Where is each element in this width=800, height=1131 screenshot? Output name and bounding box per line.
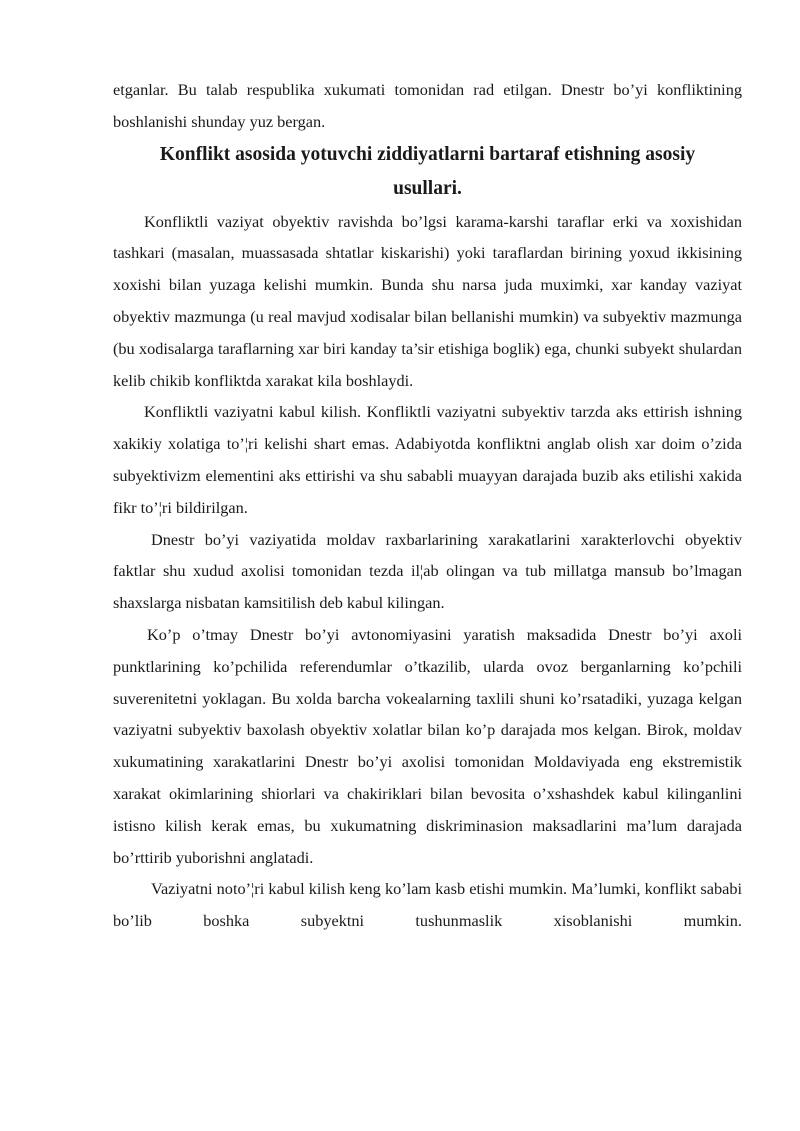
paragraph-conflict-situation: Konfliktli vaziyat obyektiv ravishda bo’lgsi karama-karshi taraflar erki va xoxishidan tashkari (masalan, muassasada shtatlar kiskarishi) yoki taraflardan birining yoxud ikkisining xoxishi bilan yuzaga kelishi mumkin. Bunda shu narsa juda muximki, xar kanday vaziyat obyektiv mazmunga (u real mavjud xodisalar bilan bellanishi mumkin) va subyektiv mazmunga (bu xodisalarga taraflarning xar biri kanday ta’sir etishiga boglik) ega, chunki subyekt shulardan kelib chikib konfliktda xarakat kila boshlaydi.	[113, 211, 742, 390]
intro-paragraph: etganlar. Bu talab respublika xukumati tomonidan rad etilgan. Dnestr bo’yi konfliktining boshlanishi shunday yuz bergan.	[113, 80, 742, 131]
paragraph-dnestr-facts: Dnestr bo’yi vaziyatida moldav raxbarlarining xarakatlarini xarakterlovchi obyektiv faktlar shu xudud axolisi tomonidan tezda il¦ab olingan va tub millatga mansub bo’lmagan shaxslarga nisbatan kamsitilish deb kabul kilingan.	[113, 529, 742, 613]
section-heading: Konflikt asosida yotuvchi ziddiyatlarni bartaraf etishning asosiy usullari.	[159, 143, 696, 199]
document-page	[113, 74, 742, 937]
paragraph-perception: Konfliktli vaziyatni kabul kilish. Konfliktli vaziyatni subyektiv tarzda aks ettirish ishning xakikiy xolatiga to’¦ri kelishi shart emas. Adabiyotda konfliktni anglab olish xar doim o’zida subyektivizm elementini aks ettirishi va shu sababli muayyan darajada buzib aks etilishi xakida fikr to’¦ri bildirilgan.	[113, 402, 742, 517]
paragraph-misperception: Vaziyatni noto’¦ri kabul kilish keng ko’lam kasb etishi mumkin. Ma’lumki, konflikt sababi bo’lib boshka subyektni tushunmaslik xisoblanishi mumkin.	[113, 879, 742, 931]
paragraph-referendum: Ko’p o’tmay Dnestr bo’yi avtonomiyasini yaratish maksadida Dnestr bo’yi axoli punktlarining ko’pchilida referendumlar o’tkazilib, ularda ovoz berganlarning ko’pchili suverenitetni yoklagan. Bu xolda barcha vokealarning taxlili shuni ko’rsatadiki, yuzaga kelgan vaziyatni subyektiv baxolash obyektiv xolatlar bilan ko’p darajada mos kelgan. Birok, moldav xukumatining xarakatlarini Dnestr bo’yi axolisi tomonidan Moldaviyada eng ekstremistik xarakat okimlarining shiorlari va chakiriklari bilan bevosita o’xshashdek kabul kilinganlini istisno kilish kerak emas, bu xukumatning diskriminasion maksadlarini ma’lum darajada bo’rttirib yuborishni anglatadi.	[113, 624, 742, 867]
